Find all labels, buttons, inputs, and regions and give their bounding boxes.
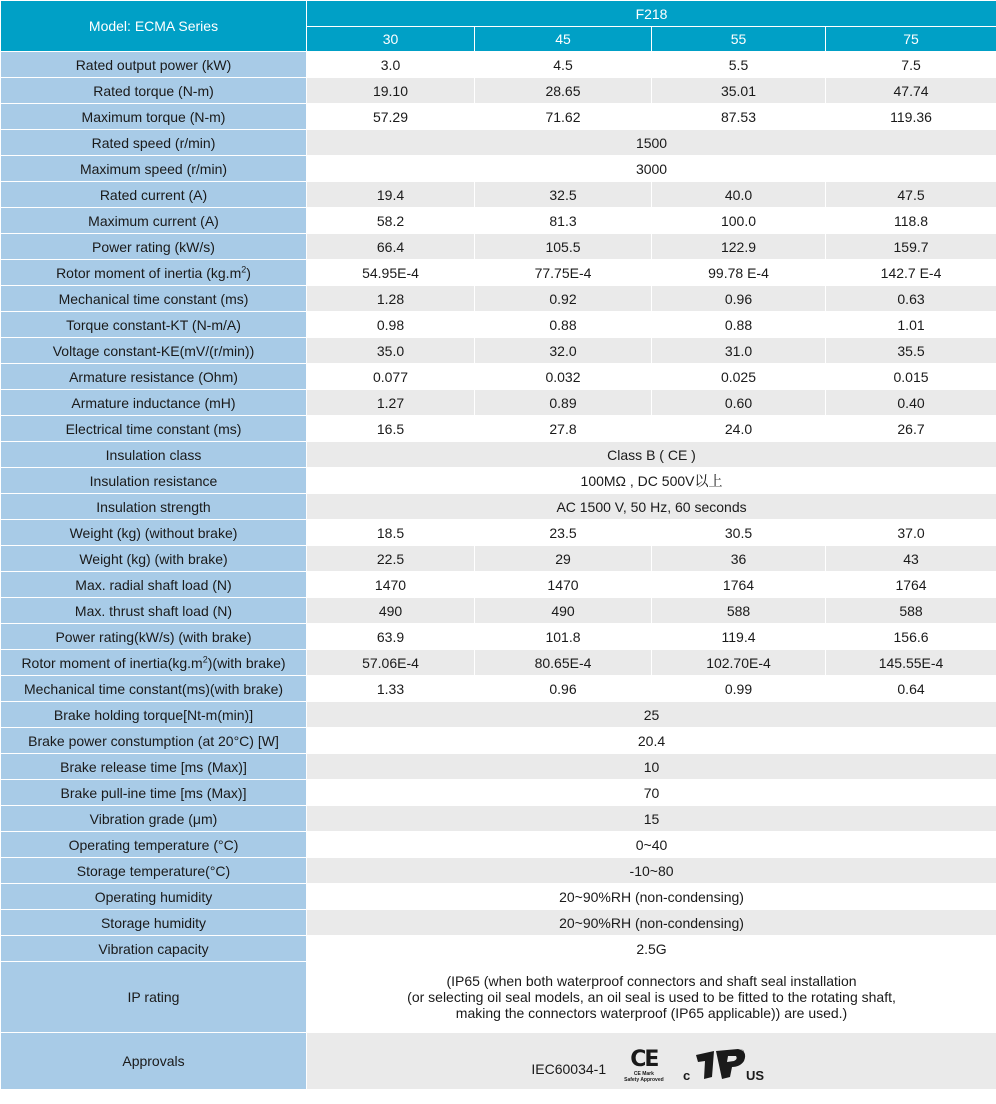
row-label-superscript: 2	[202, 653, 208, 664]
row-value-cell: 0.88	[475, 312, 652, 338]
row-label: Mechanical time constant(ms)(with brake)	[1, 676, 307, 702]
row-value-cell: 0.88	[652, 312, 826, 338]
table-row	[1, 312, 996, 338]
row-value-span: 1500	[307, 130, 996, 156]
row-value-cell: 0.63	[826, 286, 996, 312]
row-value-cell: 119.4	[652, 624, 826, 650]
row-label-ip-rating: IP rating	[1, 962, 307, 1033]
row-label-text: Rotor moment of inertia(kg.m	[21, 654, 203, 671]
row-label: Rated torque (N-m)	[1, 78, 307, 104]
row-value-cell: 47.74	[826, 78, 996, 104]
row-label-text: Rotor moment of inertia (kg.m	[56, 264, 242, 281]
row-value-cell: 118.8	[826, 208, 996, 234]
row-value-cell: 37.0	[826, 520, 996, 546]
row-value-span: -10~80	[307, 858, 996, 884]
ip-line: (IP65 (when both waterproof connectors and shaft seal installation	[446, 973, 857, 989]
row-label: Vibration grade (μm)	[1, 806, 307, 832]
table-row	[1, 884, 996, 910]
frame-label: F218	[307, 1, 996, 27]
ce-sub-line: CE Mark	[633, 1071, 654, 1077]
row-value-cell: 16.5	[307, 416, 475, 442]
row-value-cell: 32.0	[475, 338, 652, 364]
table-row	[1, 728, 996, 754]
row-label-approvals: Approvals	[1, 1033, 307, 1090]
row-label: Brake release time [ms (Max)]	[1, 754, 307, 780]
table-row	[1, 780, 996, 806]
table-row	[1, 234, 996, 260]
row-value-span: 20.4	[307, 728, 996, 754]
row-value-cell: 490	[475, 598, 652, 624]
table-row	[1, 676, 996, 702]
row-value-cell: 588	[826, 598, 996, 624]
row-value-cell: 87.53	[652, 104, 826, 130]
row-label: Power rating(kW/s) (with brake)	[1, 624, 307, 650]
table-row	[1, 572, 996, 598]
row-label: Power rating (kW/s)	[1, 234, 307, 260]
row-label: Maximum speed (r/min)	[1, 156, 307, 182]
iec-standard: IEC60034-1	[531, 1061, 607, 1077]
row-label: Torque constant-KT (N-m/A)	[1, 312, 307, 338]
row-value-cell: 0.40	[826, 390, 996, 416]
row-label: Rated speed (r/min)	[1, 130, 307, 156]
row-value-cell: 0.96	[652, 286, 826, 312]
row-value-cell: 71.62	[475, 104, 652, 130]
row-value-cell: 1.33	[307, 676, 475, 702]
row-value-cell: 0.89	[475, 390, 652, 416]
row-label: Brake pull-ine time [ms (Max)]	[1, 780, 307, 806]
ip-line: (or selecting oil seal models, an oil seal is used to be fitted to the rotating shaft,	[407, 989, 896, 1005]
ce-sub-line: Safety Approved	[624, 1077, 664, 1083]
row-value-cell: 29	[475, 546, 652, 572]
table-row	[1, 416, 996, 442]
row-value-cell: 58.2	[307, 208, 475, 234]
row-value-cell: 1.28	[307, 286, 475, 312]
row-value-cell: 35.5	[826, 338, 996, 364]
size-header: 55	[652, 27, 826, 52]
row-value-cell: 1764	[826, 572, 996, 598]
size-header: 75	[826, 27, 996, 52]
table-row	[1, 832, 996, 858]
table-row	[1, 650, 996, 676]
row-value-cell: 27.8	[475, 416, 652, 442]
row-label: Brake holding torque[Nt-m(min)]	[1, 702, 307, 728]
row-value-cell: 57.29	[307, 104, 475, 130]
table-row	[1, 390, 996, 416]
table-row	[1, 182, 996, 208]
row-value-cell: 119.36	[826, 104, 996, 130]
row-value-span: 20~90%RH (non-condensing)	[307, 910, 996, 936]
table-row	[1, 286, 996, 312]
row-value-cell: 0.077	[307, 364, 475, 390]
row-label: Operating humidity	[1, 884, 307, 910]
table-row	[1, 364, 996, 390]
ul-c-text: c	[682, 1068, 690, 1083]
row-value-cell: 19.10	[307, 78, 475, 104]
row-value-span: 10	[307, 754, 996, 780]
row-label: Operating temperature (°C)	[1, 832, 307, 858]
row-label: Brake power constumption (at 20°C) [W]	[1, 728, 307, 754]
row-label: Mechanical time constant (ms)	[1, 286, 307, 312]
row-value-span: Class B ( CE )	[307, 442, 996, 468]
row-value-cell: 1764	[652, 572, 826, 598]
row-value-cell: 43	[826, 546, 996, 572]
row-value-cell: 4.5	[475, 52, 652, 78]
row-value-cell: 81.3	[475, 208, 652, 234]
row-value-cell: 1470	[307, 572, 475, 598]
row-value-cell: 0.025	[652, 364, 826, 390]
row-value-cell: 7.5	[826, 52, 996, 78]
row-value-cell: 35.0	[307, 338, 475, 364]
row-label: Storage temperature(°C)	[1, 858, 307, 884]
row-label: Weight (kg) (with brake)	[1, 546, 307, 572]
row-label	[1, 650, 307, 676]
row-label: Storage humidity	[1, 910, 307, 936]
row-value-cell: 57.06E-4	[307, 650, 475, 676]
row-label: Insulation strength	[1, 494, 307, 520]
row-value-cell: 0.032	[475, 364, 652, 390]
row-value-span: 3000	[307, 156, 996, 182]
table-row	[1, 910, 996, 936]
row-label-text: )	[246, 264, 251, 281]
row-value-cell: 490	[307, 598, 475, 624]
row-value-cell: 47.5	[826, 182, 996, 208]
table-row	[1, 936, 996, 962]
row-label: Rated current (A)	[1, 182, 307, 208]
row-value-span: 15	[307, 806, 996, 832]
ul-mark-icon	[682, 1047, 772, 1083]
row-value-cell: 0.015	[826, 364, 996, 390]
row-value-cell: 19.4	[307, 182, 475, 208]
size-header: 45	[475, 27, 652, 52]
size-header: 30	[307, 27, 475, 52]
row-value-cell: 1.27	[307, 390, 475, 416]
row-value-span: 2.5G	[307, 936, 996, 962]
ce-mark-icon	[624, 1049, 664, 1083]
table-row	[1, 104, 996, 130]
row-value-cell: 100.0	[652, 208, 826, 234]
table-row	[1, 52, 996, 78]
table-row	[1, 442, 996, 468]
row-label: Voltage constant-KE(mV/(r/min))	[1, 338, 307, 364]
row-value-cell: 156.6	[826, 624, 996, 650]
row-value-cell: 588	[652, 598, 826, 624]
row-value-cell: 28.65	[475, 78, 652, 104]
row-value-cell: 77.75E-4	[475, 260, 652, 286]
row-value-cell: 0.64	[826, 676, 996, 702]
table-row	[1, 520, 996, 546]
row-value-cell: 30.5	[652, 520, 826, 546]
row-value-cell: 63.9	[307, 624, 475, 650]
row-value-cell: 159.7	[826, 234, 996, 260]
model-label: Model: ECMA Series	[1, 1, 307, 52]
row-value-cell: 101.8	[475, 624, 652, 650]
row-value-cell: 142.7 E-4	[826, 260, 996, 286]
ce-glyph: CE	[630, 1047, 658, 1072]
table-row	[1, 156, 996, 182]
row-label: Electrical time constant (ms)	[1, 416, 307, 442]
row-value-cell: 122.9	[652, 234, 826, 260]
table-row	[1, 806, 996, 832]
row-label: Maximum torque (N-m)	[1, 104, 307, 130]
ul-reg-text: ®	[738, 1050, 744, 1057]
row-value-cell: 18.5	[307, 520, 475, 546]
row-value-cell: 26.7	[826, 416, 996, 442]
table-row	[1, 702, 996, 728]
row-value-span: 25	[307, 702, 996, 728]
table-row	[1, 598, 996, 624]
row-value-cell: 102.70E-4	[652, 650, 826, 676]
ip-line: making the connectors waterproof (IP65 applicable)) are used.)	[455, 1005, 848, 1021]
row-value-cell: 0.60	[652, 390, 826, 416]
row-value-cell: 0.96	[475, 676, 652, 702]
table-row	[1, 494, 996, 520]
row-value-span: 100MΩ , DC 500V以上	[307, 468, 996, 494]
row-value-cell: 0.92	[475, 286, 652, 312]
row-value-cell: 105.5	[475, 234, 652, 260]
row-value-cell: 145.55E-4	[826, 650, 996, 676]
table-row	[1, 468, 996, 494]
row-label: Insulation class	[1, 442, 307, 468]
row-label: Armature inductance (mH)	[1, 390, 307, 416]
row-value-cell: 5.5	[652, 52, 826, 78]
table-row	[1, 858, 996, 884]
row-label: Insulation resistance	[1, 468, 307, 494]
row-value-cell: 66.4	[307, 234, 475, 260]
row-value-cell: 54.95E-4	[307, 260, 475, 286]
table-row	[1, 130, 996, 156]
row-value-cell: 80.65E-4	[475, 650, 652, 676]
row-value-cell: 32.5	[475, 182, 652, 208]
ul-us-text: US	[745, 1068, 764, 1083]
table-row	[1, 260, 996, 286]
table-row	[1, 208, 996, 234]
row-label: Max. thrust shaft load (N)	[1, 598, 307, 624]
row-value-cell: 36	[652, 546, 826, 572]
row-value-cell: 40.0	[652, 182, 826, 208]
row-label: Rated output power (kW)	[1, 52, 307, 78]
row-value-span: 20~90%RH (non-condensing)	[307, 884, 996, 910]
row-value-cell: 24.0	[652, 416, 826, 442]
row-label: Max. radial shaft load (N)	[1, 572, 307, 598]
row-label	[1, 260, 307, 286]
row-label: Armature resistance (Ohm)	[1, 364, 307, 390]
row-value-span: 0~40	[307, 832, 996, 858]
row-value-cell: 1.01	[826, 312, 996, 338]
row-value-cell: 35.01	[652, 78, 826, 104]
row-label-superscript: 2	[241, 263, 247, 274]
row-label: Maximum current (A)	[1, 208, 307, 234]
row-value-cell: 31.0	[652, 338, 826, 364]
row-label-text: )(with brake)	[207, 654, 286, 671]
row-value-cell: 1470	[475, 572, 652, 598]
row-value-cell: 22.5	[307, 546, 475, 572]
table-row	[1, 754, 996, 780]
row-label: Weight (kg) (without brake)	[1, 520, 307, 546]
table-row	[1, 546, 996, 572]
row-value-cell: 99.78 E-4	[652, 260, 826, 286]
row-label: Vibration capacity	[1, 936, 307, 962]
row-value-cell: 0.98	[307, 312, 475, 338]
row-value-cell: 0.99	[652, 676, 826, 702]
spec-body	[1, 52, 996, 962]
table-row	[1, 78, 996, 104]
table-row	[1, 338, 996, 364]
row-value-span: AC 1500 V, 50 Hz, 60 seconds	[307, 494, 996, 520]
row-value-cell: 23.5	[475, 520, 652, 546]
row-value-span: 70	[307, 780, 996, 806]
approvals-cell	[307, 1033, 996, 1090]
table-row	[1, 624, 996, 650]
ip-rating-text	[307, 962, 996, 1033]
row-value-cell: 3.0	[307, 52, 475, 78]
